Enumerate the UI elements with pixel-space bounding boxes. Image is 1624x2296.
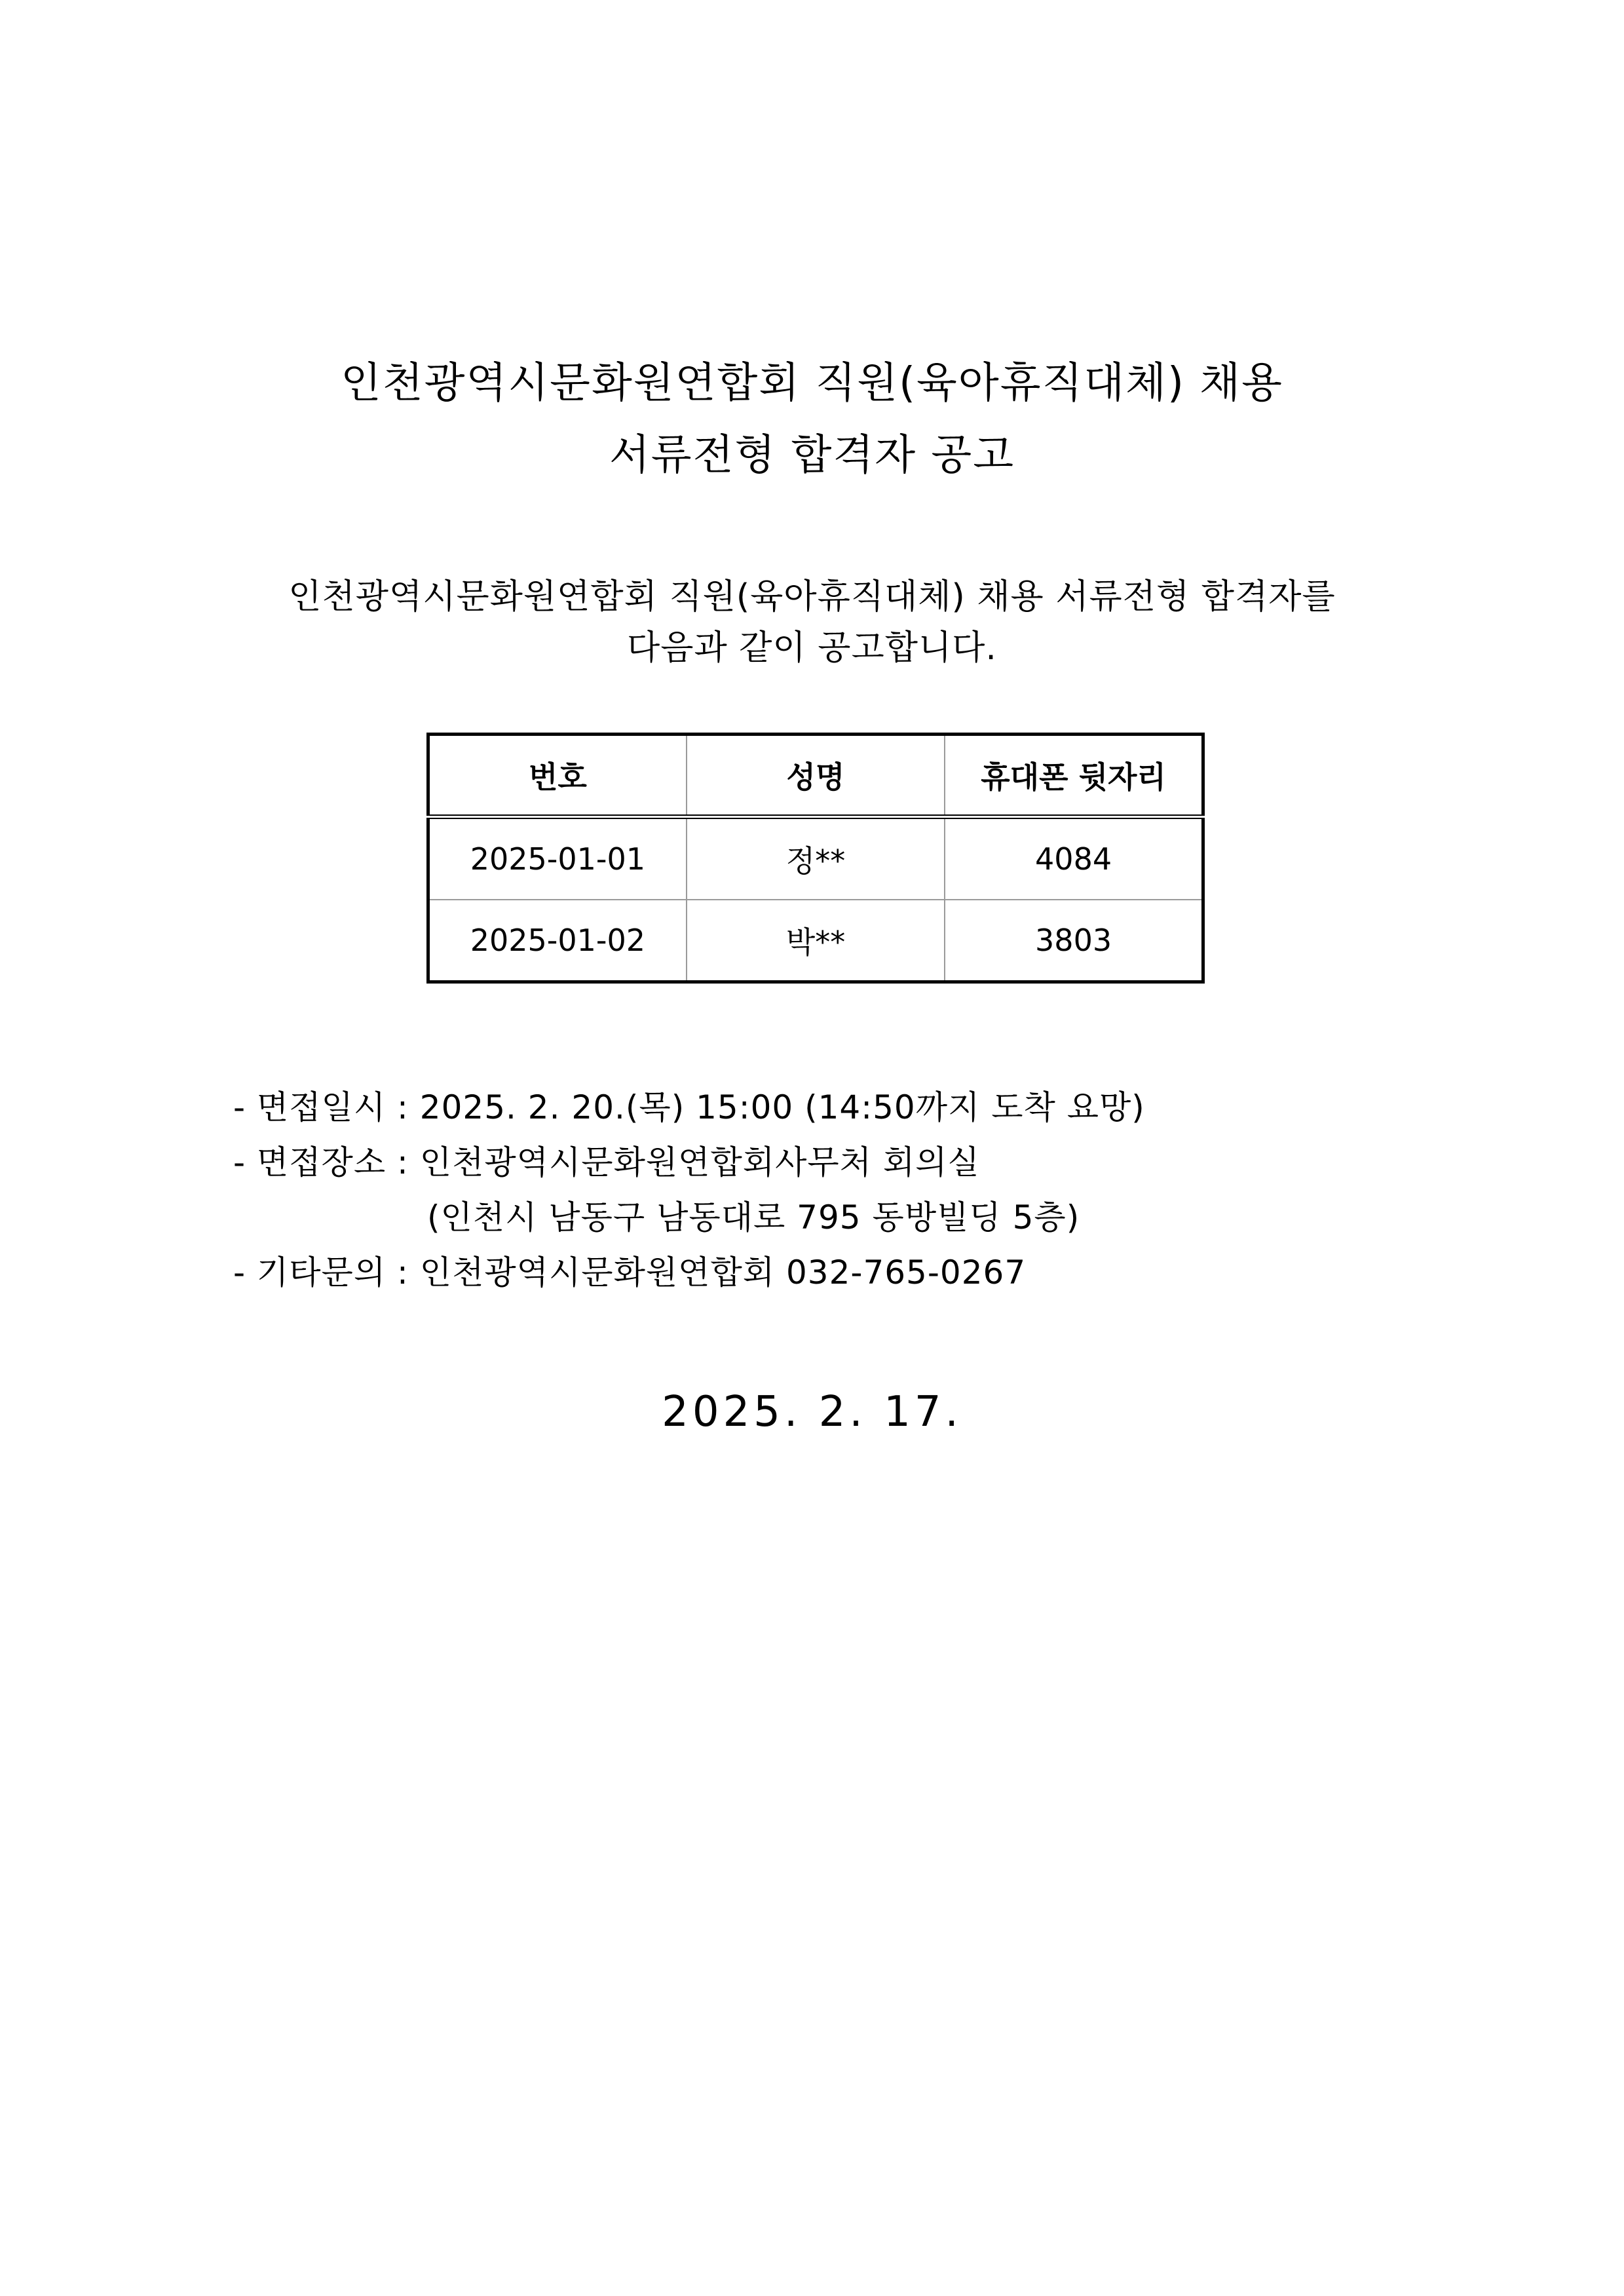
intro-paragraph bbox=[0, 571, 1624, 674]
page-title bbox=[0, 347, 1624, 491]
cell-phone: 3803 bbox=[945, 900, 1203, 982]
table-header-row bbox=[428, 735, 1203, 817]
page-title-line-2: 서류전형 합격자 공고 bbox=[609, 431, 1015, 480]
cell-number: 2025-01-02 bbox=[428, 900, 687, 982]
table-row bbox=[428, 900, 1203, 982]
header-name: 성명 bbox=[687, 735, 945, 817]
cell-name: 박** bbox=[687, 900, 945, 982]
intro-line-1: 인천광역시문화원연합회 직원(육아휴직대체) 채용 서류전형 합격자를 bbox=[288, 577, 1336, 617]
cell-phone: 4084 bbox=[945, 817, 1203, 900]
header-phone: 휴대폰 뒷자리 bbox=[945, 735, 1203, 817]
page-title-line-1: 인천광역시문화원연합회 직원(육아휴직대체) 채용 bbox=[341, 359, 1283, 408]
interview-details bbox=[233, 1080, 1145, 1300]
document-date: 2025. 2. 17. bbox=[662, 1388, 962, 1436]
cell-name: 정** bbox=[687, 817, 945, 900]
applicant-table bbox=[426, 733, 1205, 984]
interview-place: - 면접장소 : 인천광역시문화원연합회사무처 회의실 bbox=[233, 1143, 980, 1181]
table-row bbox=[428, 817, 1203, 900]
intro-line-2: 다음과 같이 공고합니다. bbox=[627, 628, 997, 668]
interview-address: (인천시 남동구 남동대로 795 동방빌딩 5층) bbox=[427, 1198, 1080, 1236]
interview-time: - 면접일시 : 2025. 2. 20.(목) 15:00 (14:50까지 도착 요망) bbox=[233, 1088, 1145, 1126]
cell-number: 2025-01-01 bbox=[428, 817, 687, 900]
contact-info: - 기타문의 : 인천광역시문화원연합회 032-765-0267 bbox=[233, 1253, 1027, 1292]
header-number: 번호 bbox=[428, 735, 687, 817]
